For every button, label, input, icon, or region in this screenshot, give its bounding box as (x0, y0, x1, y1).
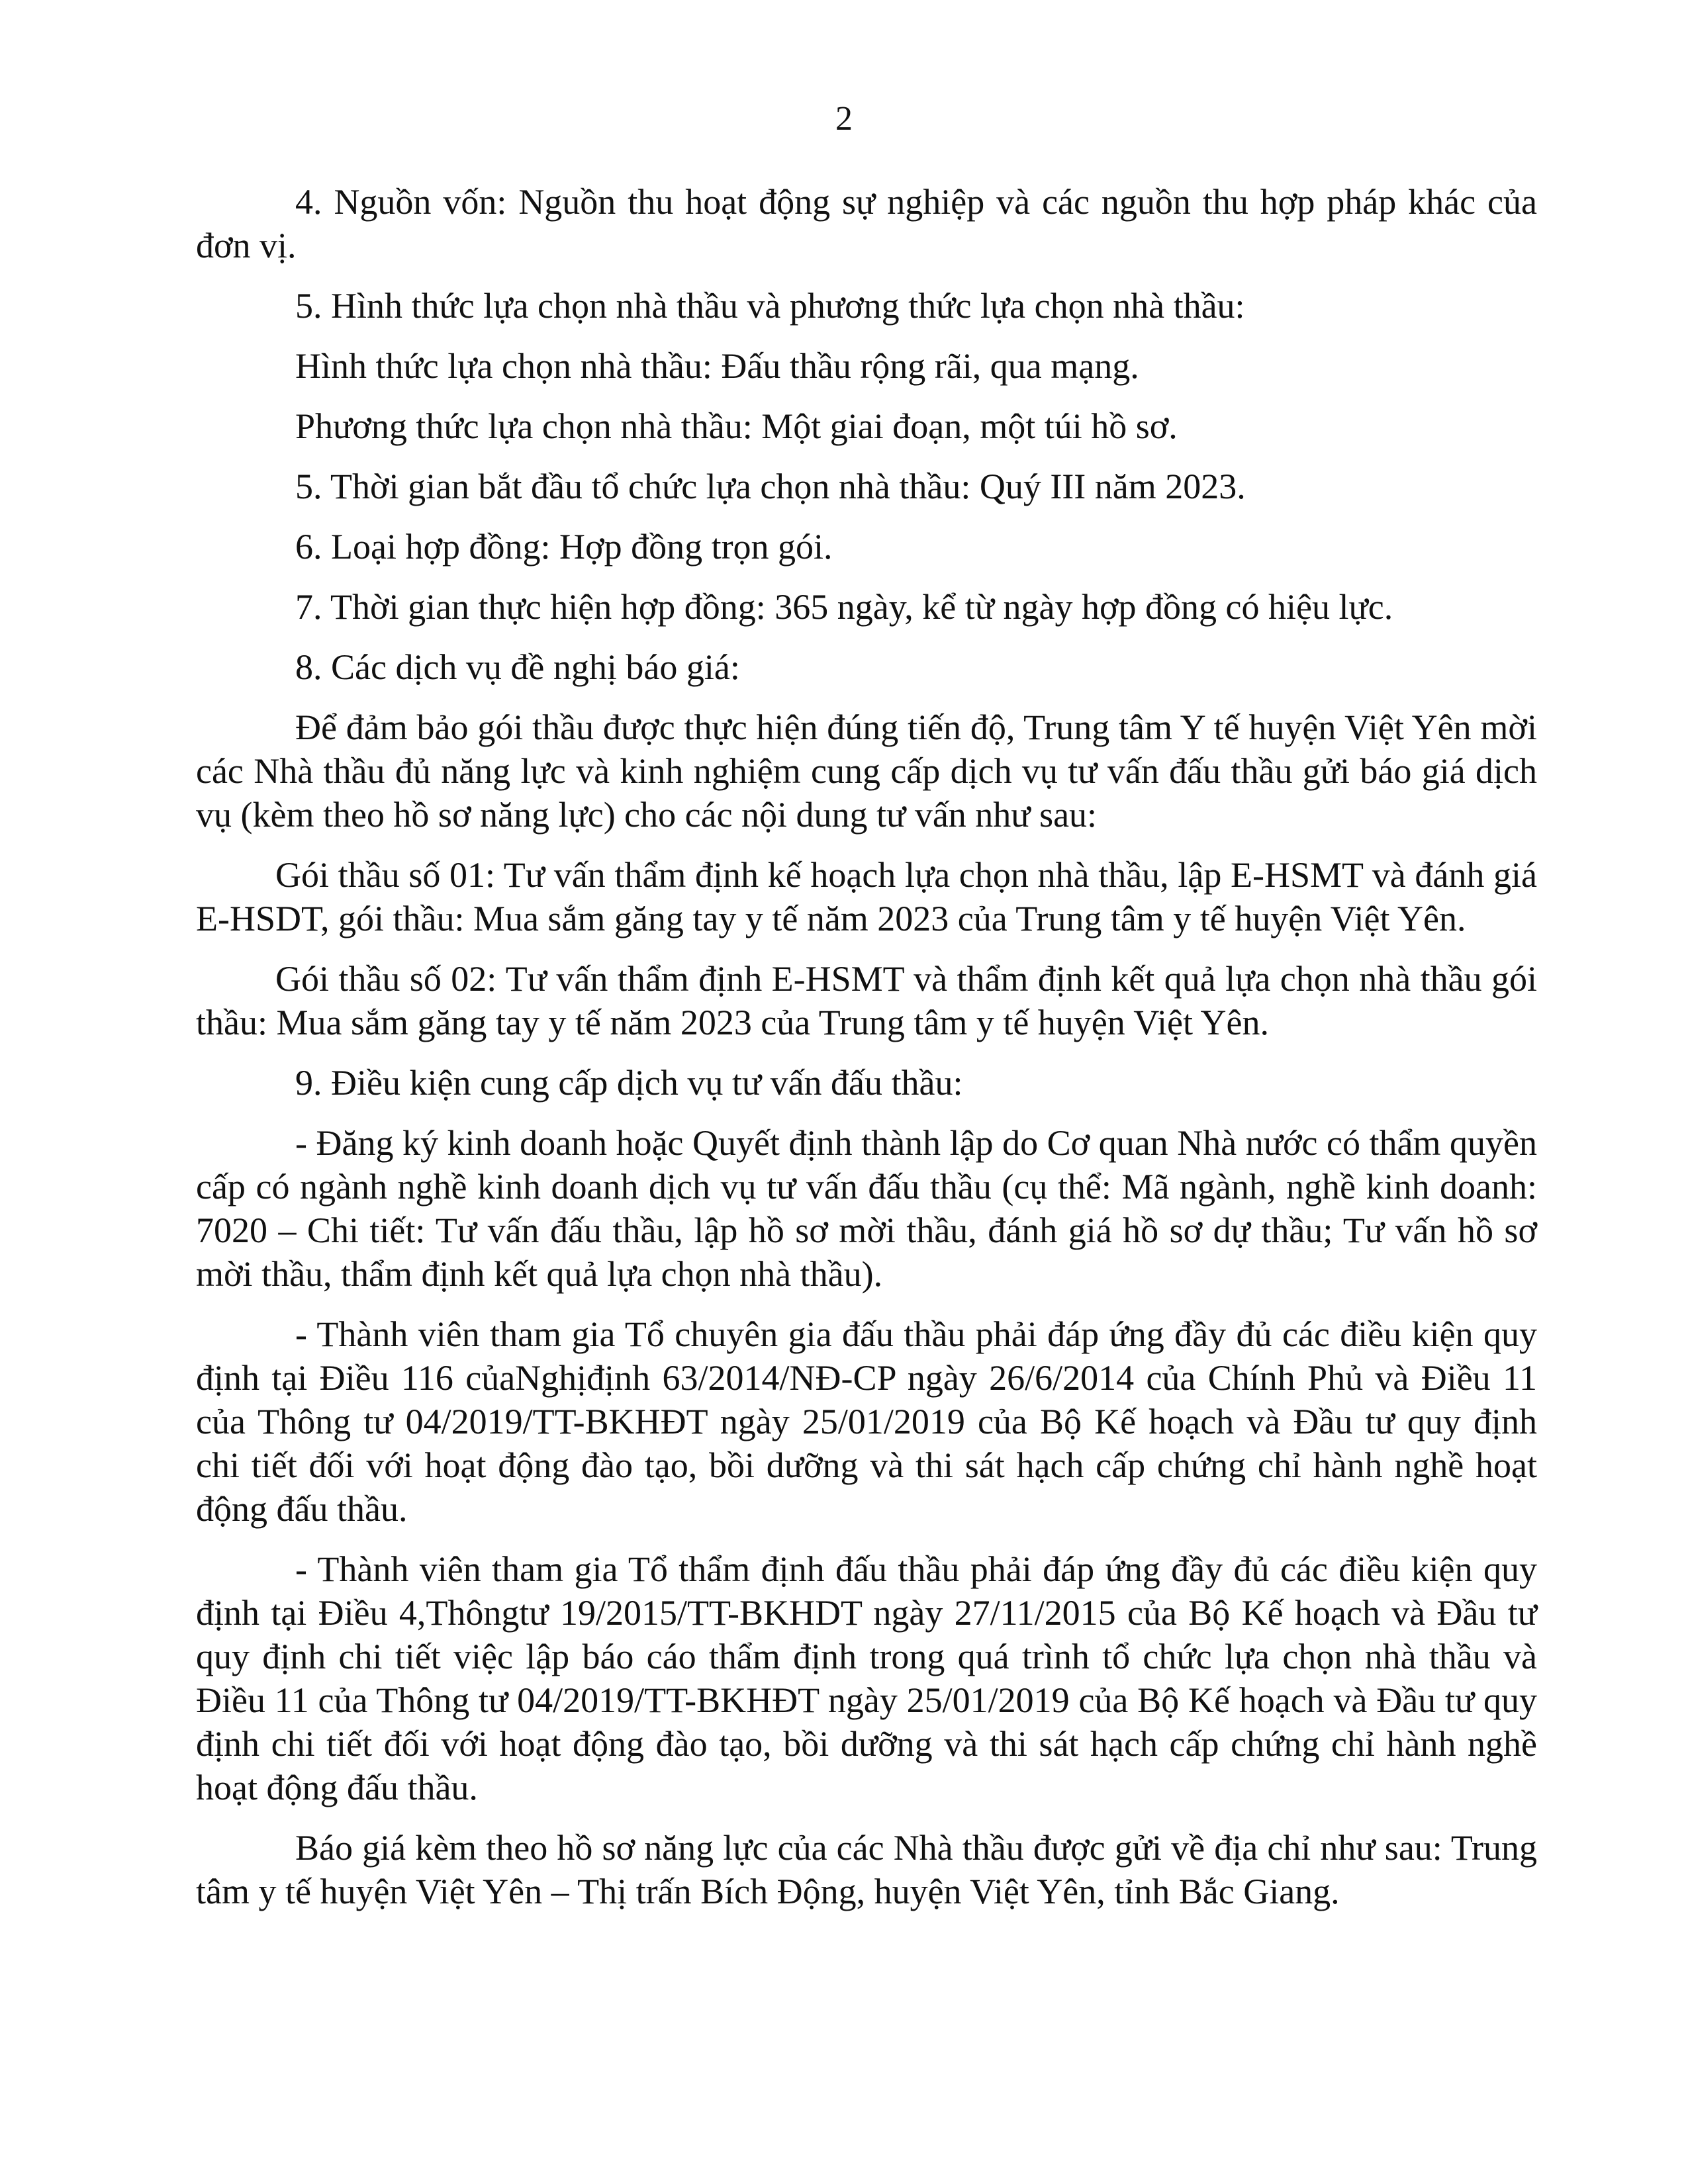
paragraph-start-time: 5. Thời gian bắt đầu tổ chức lựa chọn nhà thầu: Quý III năm 2023. (295, 467, 1246, 506)
paragraph-contract-type: 6. Loại hợp đồng: Hợp đồng trọn gói. (295, 527, 833, 567)
paragraph-package-02: Gói thầu số 02: Tư vấn thẩm định E-HSMT và thẩm định kết quả lựa chọn nhà thầu gói thầu: Mua sắm găng tay y tế năm 2023 của Trung tâm y tế huyện Việt Yên. (196, 959, 1537, 1042)
paragraph-selection-form-heading: 5. Hình thức lựa chọn nhà thầu và phương thức lựa chọn nhà thầu: (295, 286, 1245, 326)
paragraph-funding-source: 4. Nguồn vốn: Nguồn thu hoạt động sự nghiệp và các nguồn thu hợp pháp khác của đơn vị. (196, 182, 1537, 265)
paragraph-conditions-heading: 9. Điều kiện cung cấp dịch vụ tư vấn đấu thầu: (295, 1063, 963, 1103)
paragraph-quotation-address: Báo giá kèm theo hồ sơ năng lực của các Nhà thầu được gửi về địa chỉ như sau: Trung tâm y tế huyện Việt Yên – Thị trấn Bích Động, huyện Việt Yên, tỉnh Bắc Giang. (196, 1828, 1537, 1911)
paragraph-condition-appraisal-team: - Thành viên tham gia Tổ thẩm định đấu thầu phải đáp ứng đầy đủ các điều kiện quy định tại Điều 4,Thôngtư 19/2015/TT-BKHDT ngày 27/11/2015 của Bộ Kế hoạch và Đầu tư quy định chi tiết việc lập báo cáo thẩm định trong quá trình tổ chức lựa chọn nhà thầu và Điều 11 của Thông tư 04/2019/TT-BKHĐT ngày 25/01/2019 của Bộ Kế hoạch và Đầu tư quy định chi tiết đối với hoạt động đào tạo, bồi dưỡng và thi sát hạch cấp chứng chỉ hành nghề hoạt động đấu thầu. (196, 1549, 1537, 1807)
document-body (196, 180, 1537, 1930)
paragraph-selection-method: Phương thức lựa chọn nhà thầu: Một giai đoạn, một túi hồ sơ. (295, 406, 1178, 446)
paragraph-condition-expert-team: - Thành viên tham gia Tổ chuyên gia đấu thầu phải đáp ứng đầy đủ các điều kiện quy định tại Điều 116 củaNghịđịnh 63/2014/NĐ-CP ngày 26/6/2014 của Chính Phủ và Điều 11 của Thông tư 04/2019/TT-BKHĐT ngày 25/01/2019 của Bộ Kế hoạch và Đầu tư quy định chi tiết đối với hoạt động đào tạo, bồi dưỡng và thi sát hạch cấp chứng chỉ hành nghề hoạt động đấu thầu. (196, 1314, 1537, 1529)
page-number: 2 (835, 100, 853, 138)
paragraph-package-01: Gói thầu số 01: Tư vấn thẩm định kế hoạch lựa chọn nhà thầu, lập E-HSMT và đánh giá E-HSDT, gói thầu: Mua sắm găng tay y tế năm 2023 của Trung tâm y tế huyện Việt Yên. (196, 855, 1537, 938)
paragraph-services-intro: Để đảm bảo gói thầu được thực hiện đúng tiến độ, Trung tâm Y tế huyện Việt Yên mời các Nhà thầu đủ năng lực và kinh nghiệm cung cấp dịch vụ tư vấn đấu thầu gửi báo giá dịch vụ (kèm theo hồ sơ năng lực) cho các nội dung tư vấn như sau: (196, 707, 1537, 835)
paragraph-services-heading: 8. Các dịch vụ đề nghị báo giá: (295, 647, 740, 687)
paragraph-contract-duration: 7. Thời gian thực hiện hợp đồng: 365 ngày, kể từ ngày hợp đồng có hiệu lực. (295, 587, 1393, 627)
paragraph-selection-form: Hình thức lựa chọn nhà thầu: Đấu thầu rộng rãi, qua mạng. (295, 346, 1139, 386)
paragraph-condition-business-registration: - Đăng ký kinh doanh hoặc Quyết định thành lập do Cơ quan Nhà nước có thẩm quyền cấp có ngành nghề kinh doanh dịch vụ tư vấn đấu thầu (cụ thể: Mã ngành, nghề kinh doanh: 7020 – Chi tiết: Tư vấn đấu thầu, lập hồ sơ mời thầu, đánh giá hồ sơ dự thầu; Tư vấn hồ sơ mời thầu, thẩm định kết quả lựa chọn nhà thầu). (196, 1123, 1537, 1294)
